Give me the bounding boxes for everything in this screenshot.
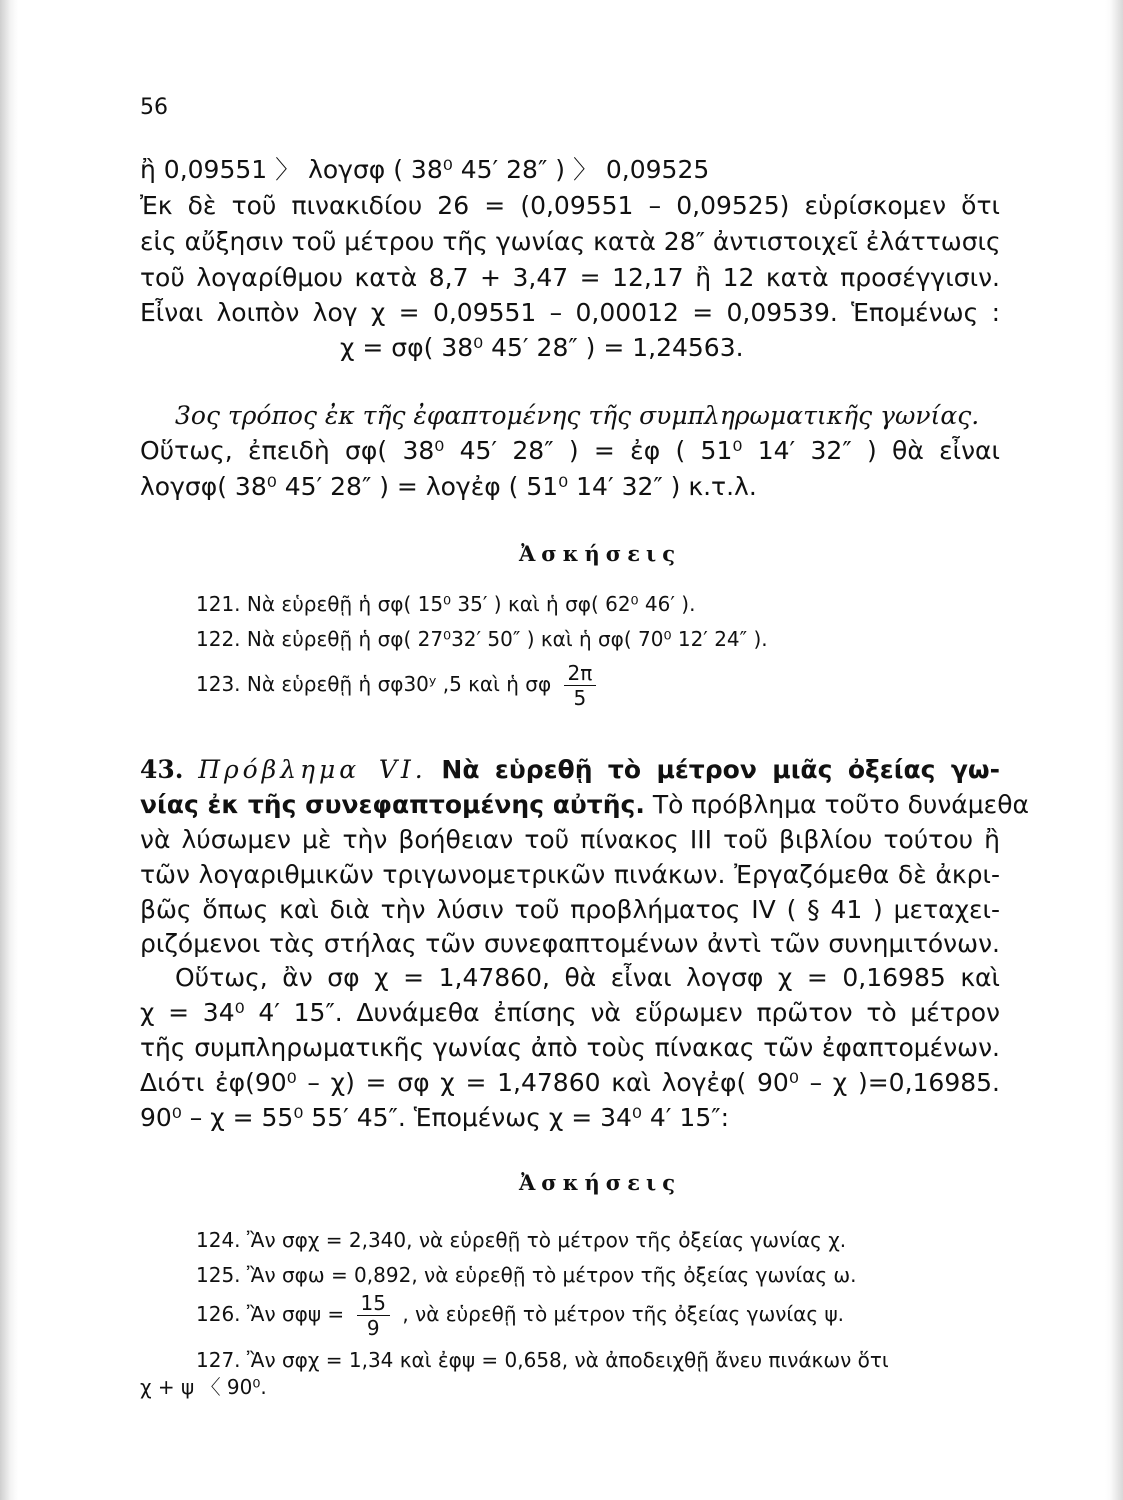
text-line: 90⁰ – χ = 55⁰ 55′ 45″. Ἑπομένως χ = 34⁰ 4′ 15″: [140,1103,729,1132]
text-line: τοῦ λογαρίθμου κατὰ 8,7 + 3,47 = 12,17 ἢ 12 κατὰ προσέγγισιν. [140,263,1000,292]
exercise-item: 121. Νὰ εὑρεθῇ ἡ σφ( 15⁰ 35′ ) καὶ ἡ σφ( 62⁰ 46′ ). [196,592,696,616]
exercise-item: 127. Ἂν σφχ = 1,34 καὶ ἐφψ = 0,658, νὰ ἀποδειχθῇ ἄνευ πινάκων ὅτι [196,1348,889,1372]
text-line: νὰ λύσωμεν μὲ τὴν βοήθειαν τοῦ πίνακος ΙΙΙ τοῦ βιβλίου τούτου ἢ [140,825,1000,854]
problem-title-line [140,752,1000,788]
exercise-item [196,660,1016,710]
exercise-item: 122. Νὰ εὑρεθῇ ἡ σφ( 27⁰32′ 50″ ) καὶ ἡ σφ( 70⁰ 12′ 24″ ). [196,627,768,651]
text-line: Οὕτως, ἐπειδὴ σφ( 38⁰ 45′ 28″ ) = ἐφ ( 51⁰ 14′ 32″ ) θὰ εἶναι [140,436,1000,465]
exercise-item: 125. Ἂν σφω = 0,892, νὰ εὑρεθῇ τὸ μέτρον τῆς ὀξείας γωνίας ω. [196,1263,857,1287]
text-line: Τὸ πρόβλημα τοῦτο δυνάμεθα [652,790,1029,819]
page-number: 56 [140,95,168,120]
text-line: λογσφ( 38⁰ 45′ 28″ ) = λογἐφ ( 51⁰ 14′ 32″ ) κ.τ.λ. [140,472,757,501]
text-line: βῶς ὅπως καὶ διὰ τὴν λύσιν τοῦ προβλήματος IV ( § 41 ) μεταχει- [140,895,1000,924]
fraction-denominator: 9 [366,1316,380,1340]
inequality-line: ἢ 0,09551 〉 λογσφ ( 38⁰ 45′ 28″ ) 〉 0,09525 [140,155,710,184]
page-edge-right [1105,0,1123,1500]
problem-title-line [140,787,1029,823]
fraction-denominator: 5 [573,686,587,710]
text-line: εἰς αὔξησιν τοῦ μέτρου τῆς γωνίας κατὰ 28″ ἀντιστοιχεῖ ἐλάττωσις [140,227,1001,256]
problem-label: Πρόβλημα VI. [198,755,427,784]
text-line: τῆς συμπληρωματικῆς γωνίας ἀπὸ τοὺς πίνακας τῶν ἐφαπτομένων. [140,1033,1000,1062]
page-edge-left [0,0,18,1500]
problem-title: Νὰ εὑρεθῇ τὸ μέτρον μιᾶς ὀξείας γω- [441,755,1001,784]
exercise-item [196,1290,1016,1340]
text-line: τῶν λογαριθμικῶν τριγωνομετρικῶν πινάκων. Ἐργαζόμεθα δὲ ἀκρι- [140,860,1000,889]
method-heading: 3ος τρόπος ἐκ τῆς ἐφαπτομένης τῆς συμπληρωματικῆς γωνίας. [175,401,980,430]
exercise-text: , νὰ εὑρεθῇ τὸ μέτρον τῆς ὀξείας γωνίας ψ. [402,1302,844,1326]
exercise-text: 126. Ἂν σφψ = [196,1302,345,1326]
text-line: Εἶναι λοιπὸν λογ χ = 0,09551 – 0,00012 = 0,09539. Ἑπομένως : [140,298,1000,327]
exercise-text: 123. Νὰ εὑρεθῇ ἡ σφ30ʸ ,5 καὶ ἡ σφ [196,672,552,696]
fraction-numerator: 2π [564,661,597,686]
exercises-heading: Ἀσκήσεις [519,1170,681,1195]
exercise-continuation: χ + ψ 〈 90⁰. [140,1375,267,1399]
result-line: χ = σφ( 38⁰ 45′ 28″ ) = 1,24563. [340,333,744,362]
text-line: Οὕτως, ἂν σφ χ = 1,47860, θὰ εἶναι λογσφ χ = 0,16985 καὶ [175,963,1000,992]
problem-number: 43. [140,755,184,784]
text-line: Διότι ἐφ(90⁰ – χ) = σφ χ = 1,47860 καὶ λογἐφ( 90⁰ – χ )=0,16985. [140,1068,1000,1097]
exercises-heading: Ἀσκήσεις [519,541,681,566]
problem-title: νίας ἐκ τῆς συνεφαπτομένης αὐτῆς. [140,790,645,819]
fraction [357,1291,390,1340]
fraction [564,661,597,710]
fraction-numerator: 15 [357,1291,390,1316]
text-line: χ = 34⁰ 4′ 15″. Δυνάμεθα ἐπίσης νὰ εὕρωμεν πρῶτον τὸ μέτρον [140,998,1000,1027]
exercise-item: 124. Ἂν σφχ = 2,340, νὰ εὑρεθῇ τὸ μέτρον τῆς ὀξείας γωνίας χ. [196,1228,847,1252]
text-line: Ἐκ δὲ τοῦ πινακιδίου 26 = (0,09551 – 0,09525) εὑρίσκομεν ὅτι [140,191,1000,220]
text-line: ριζόμενοι τὰς στήλας τῶν συνεφαπτομένων ἀντὶ τῶν συνημιτόνων. [140,929,1000,958]
